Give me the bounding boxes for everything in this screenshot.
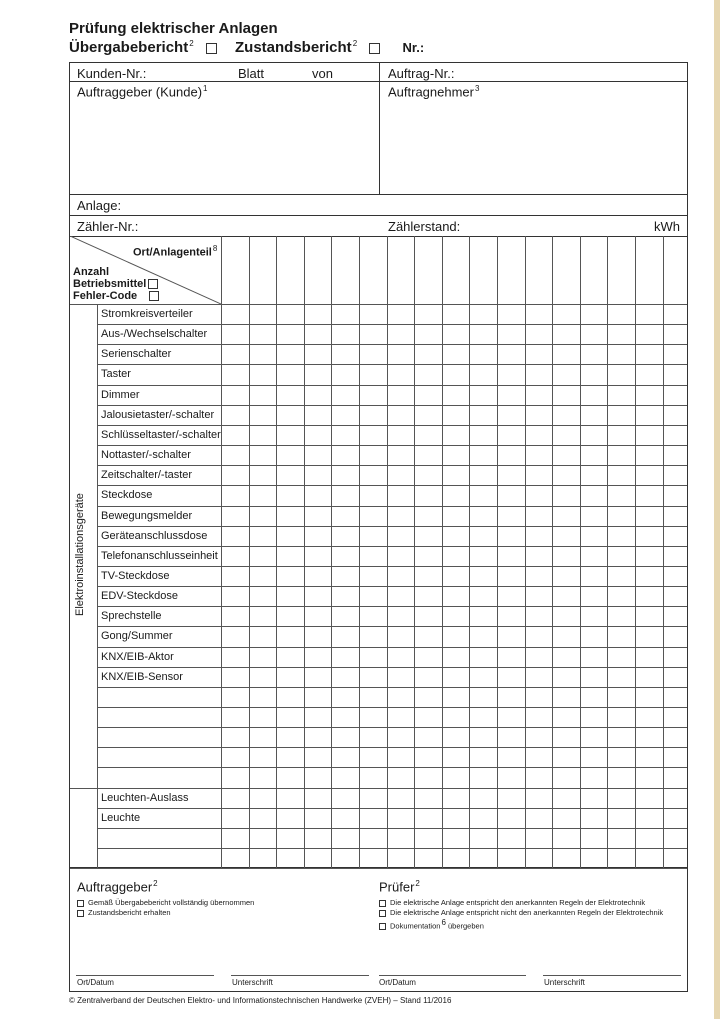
grid-row-line [97,626,687,627]
auftraggeber-option-2 [77,908,171,917]
grid-row-label: Dimmer [101,389,140,401]
grid-row-label: EDV-Steckdose [101,590,179,602]
grid-row-line [97,425,687,426]
grid-row-label: Gong/Summer [101,630,173,642]
grid-col-line [387,236,388,868]
pruefer-option-1-checkbox[interactable] [379,900,386,907]
auftraggeber-text: Auftraggeber (Kunde) [77,84,203,100]
grid-col-line [525,236,526,868]
uebergabe-checkbox[interactable] [206,43,217,54]
grid-row-line [70,304,687,305]
grid-col-line [607,236,608,868]
grid-col-line [580,236,581,868]
pruefer-option-1-text: Die elektrische Anlage entspricht den anerkannten Regeln der Elektrotechnik [390,898,646,907]
blatt-label: Blatt [238,66,265,81]
signature-area [69,868,688,992]
grid-row-line [97,526,687,527]
pruefer-signature-text: Prüfer [379,879,415,895]
pruefer-option-1 [379,898,645,907]
grid-row-label: TV-Steckdose [101,570,170,582]
pruefer-option-3-checkbox[interactable] [379,923,386,930]
grid-row-label: Schlüsseltaster/-schalter [101,429,221,441]
grid-row-line [97,324,687,325]
inspection-grid [70,236,687,867]
grid-row-label: Telefonanschlusseinheit [101,550,218,562]
grid-row-label: Jalousietaster/-schalter [101,409,215,421]
grid-col-line [469,236,470,868]
footnote-mark: 8 [212,244,218,253]
auftragnehmer-text: Auftragnehmer [388,84,474,100]
von-label: von [312,66,333,81]
grid-row-label: Stromkreisverteiler [101,308,193,320]
zustand-label: Zustandsbericht [235,39,352,56]
grid-col-line [414,236,415,868]
grid-col-line [304,236,305,868]
zaehlerstand-label: Zählerstand: [388,219,461,234]
report-type-row [69,39,424,56]
grid-row-label: KNX/EIB-Sensor [101,671,183,683]
uebergabe-option [69,39,217,56]
grid-header-cell [70,236,221,304]
grid-col-line [663,236,664,868]
grid-row-line [97,727,687,728]
pruefer-option-3-suffix: übergeben [448,921,484,931]
footnote-mark: 2 [352,39,358,48]
auftraggeber-signature-heading [77,879,158,894]
footer-copyright: © Zentralverband der Deutschen Elektro- und Informationstechnischen Handwerke (ZVEH) – Stand 11/2016 [69,996,452,1005]
grid-row-line [97,566,687,567]
auftraggeber-option-2-checkbox[interactable] [77,910,84,917]
footnote-mark: 2 [415,879,420,888]
footnote-mark: 1 [203,84,208,93]
grid-row-label: Zeitschalter/-taster [101,469,193,481]
kwh-label: kWh [654,219,680,234]
grid-row-line [97,344,687,345]
auftragnehmer-label [388,84,479,99]
grid-row-label: Sprechstelle [101,610,162,622]
auftraggeber-option-1-checkbox[interactable] [77,900,84,907]
grid-row-line [97,405,687,406]
pruefer-unterschrift: Unterschrift [544,978,585,987]
anlage-label: Anlage: [77,198,122,213]
main-form [69,62,688,868]
grid-col-line [276,236,277,868]
auftraggeber-option-2-text: Zustandsbericht erhalten [88,908,171,917]
pruefer-ort-datum: Ort/Datum [379,978,416,987]
pruefer-option-3-text: Dokumentation [390,921,441,931]
footnote-mark: 2 [153,879,158,888]
grid-row-label: Serienschalter [101,348,172,360]
ort-anlagenteil-label [133,244,217,259]
grid-row-line [97,767,687,768]
grid-col-line [249,236,250,868]
grid-col-line [221,236,222,868]
grid-row-label: Bewegungsmelder [101,510,193,522]
uebergabe-label: Übergabebericht [69,39,189,56]
betriebsmittel-checkbox[interactable] [148,279,158,289]
anzahl-label-block [73,266,159,302]
grid-row-label: Geräteanschlussdose [101,530,208,542]
grid-row-line [97,848,687,849]
auftraggeber-signature-text: Auftraggeber [77,879,153,895]
ort-text: Ort/Anlagenteil [133,246,212,259]
grid-row-line [97,707,687,708]
grid-row-line [97,687,687,688]
grid-row-label: Leuchten-Auslass [101,792,189,804]
anzahl-text: Anzahl [73,266,110,278]
footnote-mark: 2 [189,39,194,48]
footnote-mark: 3 [475,84,480,93]
grid-row-label: Nottaster/-schalter [101,449,191,461]
report-number-label: Nr.: [402,40,425,55]
fehler-code-checkbox[interactable] [149,291,159,301]
grid-row-line [97,546,687,547]
grid-row-line [97,647,687,648]
zaehler-nr-label: Zähler-Nr.: [77,219,139,234]
grid-row-line [97,606,687,607]
grid-row-line [70,788,687,789]
grid-col-line [97,304,98,868]
grid-row-line [97,364,687,365]
auftraggeber-label [77,84,207,99]
grid-row-line [97,586,687,587]
grid-row-label: Aus-/Wechselschalter [101,328,208,340]
grid-col-line [497,236,498,868]
grid-row-label: Leuchte [101,812,141,824]
grid-row-label: KNX/EIB-Aktor [101,651,174,663]
auftraggeber-ort-datum: Ort/Datum [77,978,114,987]
pruefer-signature-heading [379,879,420,894]
grid-col-line [635,236,636,868]
auftrag-nr-label: Auftrag-Nr.: [388,66,455,81]
pruefer-option-3 [379,918,484,931]
grid-row-line [97,808,687,809]
pruefer-option-2-text: Die elektrische Anlage entspricht nicht den anerkannten Regeln der Elektrotechnik [390,908,664,917]
grid-row-line [97,485,687,486]
auftraggeber-option-1-text: Gemäß Übergabebericht vollständig übernommen [88,898,255,907]
zustand-checkbox[interactable] [369,43,380,54]
grid-col-line [552,236,553,868]
grid-row-line [97,465,687,466]
grid-col-line [442,236,443,868]
auftraggeber-option-1 [77,898,254,907]
section-label-vertical: Elektroinstallationsgeräte [74,493,86,616]
zustand-option [235,39,380,56]
grid-row-line [97,667,687,668]
betriebsmittel-text: Betriebsmittel [73,278,147,290]
grid-row-line [97,385,687,386]
pruefer-option-2 [379,908,663,917]
grid-col-line [359,236,360,868]
grid-row-line [97,445,687,446]
grid-row-line [97,747,687,748]
grid-col-line [331,236,332,868]
fehler-code-text: Fehler-Code [73,290,138,302]
grid-row-label: Taster [101,368,131,380]
grid-row-label: Steckdose [101,489,153,501]
kunden-nr-label: Kunden-Nr.: [77,66,147,81]
auftraggeber-unterschrift: Unterschrift [232,978,273,987]
grid-row-line [97,828,687,829]
pruefer-option-2-checkbox[interactable] [379,910,386,917]
form-title: Prüfung elektrischer Anlagen [69,20,278,37]
footnote-mark: 6 [441,918,446,927]
grid-row-line [97,506,687,507]
